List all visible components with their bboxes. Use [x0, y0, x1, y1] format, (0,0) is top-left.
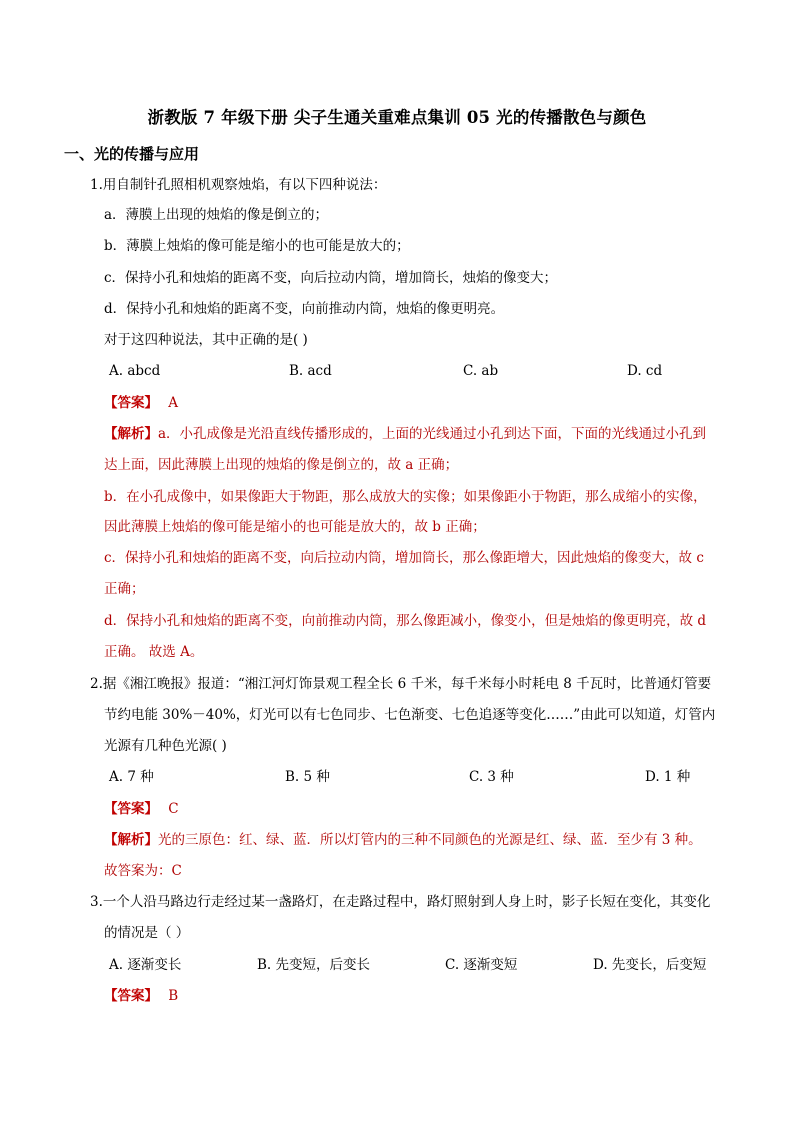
- q2-option-a: A. 7 种: [109, 769, 154, 785]
- q1-analysis-line-4: 因此薄膜上烛焰的像可能是缩小的也可能是放大的，故 b 正确；: [104, 519, 486, 535]
- question-1-statement-c: c．保持小孔和烛焰的距离不变，向后拉动内筒，增加筒长，烛焰的像变大；: [104, 270, 558, 286]
- q1-analysis-line-8: 正确。 故选 A。: [104, 644, 204, 660]
- q3-answer-row: [104, 987, 178, 1005]
- q1-option-a: A. abcd: [109, 363, 161, 379]
- answer-tag: 【答案】: [104, 395, 158, 411]
- question-1-statement-a: a．薄膜上出现的烛焰的像是倒立的；: [104, 207, 329, 223]
- question-1-stem: 1.用自制针孔照相机观察烛焰，有以下四种说法：: [90, 177, 387, 193]
- q2-option-d: D. 1 种: [645, 769, 691, 785]
- q1-analysis-line-1: 【解析】a．小孔成像是光沿直线传播形成的，上面的光线通过小孔到达下面，下面的光线通过小孔到: [104, 426, 707, 442]
- q2-option-c: C. 3 种: [469, 769, 514, 785]
- question-1-statement-d: d．保持小孔和烛焰的距离不变，向前推动内筒，烛焰的像更明亮。: [104, 301, 505, 317]
- q1-option-b: B. acd: [289, 363, 332, 379]
- question-1-ask: 对于这四种说法，其中正确的是( ): [104, 332, 308, 348]
- q2-option-b: B. 5 种: [285, 769, 330, 785]
- answer-tag: 【答案】: [104, 801, 158, 817]
- q3-option-b: B. 先变短，后变长: [257, 957, 371, 973]
- q1-option-c: C. ab: [463, 363, 499, 379]
- answer-value: A: [168, 395, 179, 411]
- q2-answer-row: [104, 800, 179, 818]
- question-2-stem-line-3: 光源有几种色光源( ): [104, 738, 227, 754]
- answer-value: B: [168, 988, 179, 1004]
- question-2-stem-line-2: 节约电能 30%－40%，灯光可以有七色同步、七色渐变、七色追逐等变化……”由此可以知道，灯管内: [104, 707, 716, 723]
- question-3-stem-line-2: 的情况是（ ）: [104, 925, 190, 941]
- q1-answer-row: [104, 394, 178, 412]
- q1-analysis-line-7: d．保持小孔和烛焰的距离不变，向前推动内筒，那么像距减小，像变小，但是烛焰的像更明亮，故 d: [104, 613, 707, 629]
- q1-analysis-line-2: 达上面，因此薄膜上出现的烛焰的像是倒立的，故 a 正确；: [104, 457, 459, 473]
- analysis-tag: 【解析】: [104, 832, 158, 848]
- q1-analysis-line-5: c．保持小孔和烛焰的距离不变，向后拉动内筒，增加筒长，那么像距增大，因此烛焰的像变大，故 c: [104, 550, 704, 566]
- question-2-stem-line-1: 2.据《湘江晚报》报道：“湘江河灯饰景观工程全长 6 千米，每千米每小时耗电 8 千瓦时，比普通灯管要: [90, 676, 712, 692]
- section-heading: 一、光的传播与应用: [64, 145, 200, 163]
- q1-option-d: D. cd: [627, 363, 663, 379]
- question-3-stem-line-1: 3.一个人沿马路边行走经过某一盏路灯，在走路过程中，路灯照射到人身上时，影子长短在变化，其变化: [90, 894, 711, 910]
- q3-option-c: C. 逐渐变短: [445, 957, 518, 973]
- q1-analysis-line-3: b．在小孔成像中，如果像距大于物距，那么成放大的实像；如果像距小于物距，那么成缩小的实像，: [104, 489, 707, 505]
- answer-tag: 【答案】: [104, 988, 158, 1004]
- q3-option-d: D. 先变长，后变短: [593, 957, 707, 973]
- question-1-statement-b: b．薄膜上烛焰的像可能是缩小的也可能是放大的；: [104, 238, 410, 254]
- analysis-tag: 【解析】: [104, 426, 158, 442]
- document-title: 浙教版 7 年级下册 尖子生通关重难点集训 05 光的传播散色与颜色: [147, 108, 647, 127]
- q2-analysis-line-2: 故答案为：C: [104, 863, 182, 879]
- q3-option-a: A. 逐渐变长: [109, 957, 182, 973]
- answer-value: C: [168, 801, 179, 817]
- q1-analysis-line-6: 正确；: [104, 581, 145, 597]
- q2-analysis-line-1: 【解析】光的三原色：红、绿、蓝．所以灯管内的三种不同颜色的光源是红、绿、蓝．至少有 3 种。: [104, 832, 702, 848]
